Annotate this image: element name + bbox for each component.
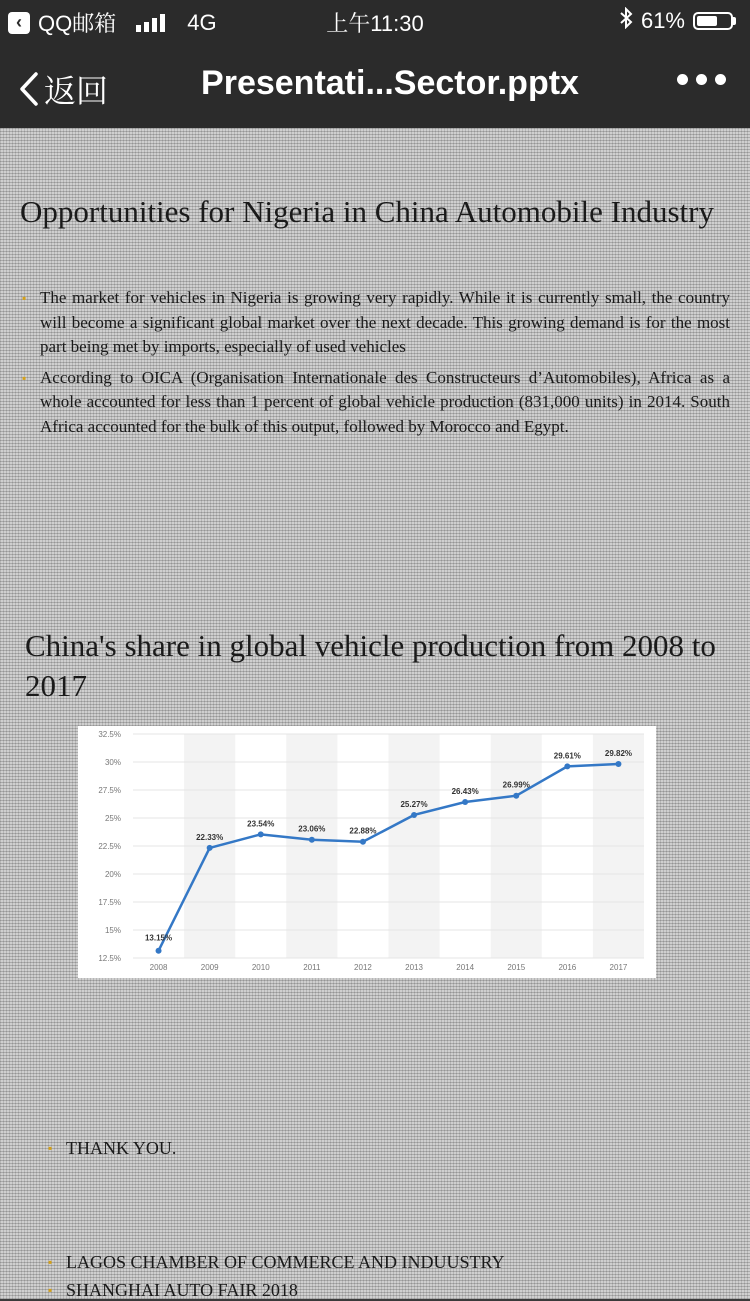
- bullet-icon: ▪: [48, 1283, 53, 1297]
- y-tick-label: 25%: [104, 814, 121, 823]
- network-type: 4G: [187, 9, 217, 35]
- x-tick-label: 2016: [558, 963, 577, 972]
- slide1-title: Opportunities for Nigeria in China Automobile Industry: [20, 194, 714, 229]
- x-tick-label: 2014: [456, 963, 475, 972]
- back-button[interactable]: [18, 66, 108, 112]
- chart-svg: [78, 726, 656, 978]
- bullet-icon: ▪: [48, 1255, 53, 1269]
- x-tick-label: 2012: [354, 963, 372, 972]
- chevron-left-icon: [18, 71, 40, 107]
- back-label: 返回: [44, 73, 109, 109]
- battery-icon: [693, 12, 736, 30]
- data-point: [156, 948, 162, 954]
- bluetooth-icon: [619, 7, 633, 35]
- thank-you-text: THANK YOU.: [66, 1138, 177, 1158]
- bullet-icon: ▪: [48, 1141, 53, 1155]
- status-bar: [0, 0, 750, 42]
- data-label: 22.88%: [349, 826, 377, 836]
- org1-line: [48, 1252, 505, 1273]
- data-label: 23.54%: [247, 819, 275, 829]
- data-label: 29.82%: [604, 749, 633, 759]
- y-tick-label: 27.5%: [98, 786, 121, 795]
- data-point: [513, 793, 519, 799]
- data-label: 13.15%: [144, 933, 173, 943]
- x-tick-label: 2010: [251, 963, 270, 972]
- org2-text: SHANGHAI AUTO FAIR 2018: [66, 1280, 298, 1300]
- x-tick-label: 2017: [609, 963, 628, 972]
- bullet-text: According to OICA (Organisation Internationale des Constructeurs d’Automobiles), Africa as a whole accounted for less than 1 percent of global vehicle production (831,000 units) in 2014. South Africa accounted for the bulk of this output, followed by Morocco and Egypt.: [40, 367, 730, 436]
- data-label: 25.27%: [400, 799, 428, 809]
- data-label: 22.33%: [196, 832, 224, 842]
- y-tick-label: 30%: [104, 758, 121, 767]
- slide2-title: China's share in global vehicle production from 2008 to 2017: [25, 628, 716, 703]
- status-right: [619, 7, 736, 35]
- more-options-icon[interactable]: [677, 74, 726, 85]
- y-tick-label: 17.5%: [98, 898, 121, 907]
- battery-fill: [697, 16, 717, 26]
- x-tick-label: 2015: [507, 963, 526, 972]
- data-point: [309, 837, 315, 843]
- thank-you-line: [48, 1138, 176, 1159]
- status-time: 上午11:30: [326, 11, 424, 36]
- x-tick-label: 2011: [303, 963, 321, 972]
- nav-title: Presentati...Sector.pptx: [201, 64, 579, 102]
- data-point: [462, 799, 468, 805]
- y-tick-label: 32.5%: [98, 730, 121, 739]
- list-item: [22, 286, 730, 360]
- org2-line: [48, 1280, 298, 1301]
- x-tick-label: 2013: [405, 963, 423, 972]
- line-chart: [78, 726, 656, 978]
- data-label: 23.06%: [298, 824, 326, 834]
- data-point: [360, 839, 366, 845]
- y-tick-label: 15%: [104, 926, 121, 935]
- bullet-icon: ▪: [22, 291, 27, 305]
- bullet-text: The market for vehicles in Nigeria is growing very rapidly. While it is currently small, the country will become a significant global market over the next decade. This growing demand is for the most part being met by imports, especially of used vehicles: [40, 288, 730, 356]
- data-point: [615, 761, 621, 767]
- org1-text: LAGOS CHAMBER OF COMMERCE AND INDUUSTRY: [66, 1252, 505, 1272]
- data-point: [564, 763, 570, 769]
- slide1-bullets: [22, 286, 730, 445]
- data-point: [258, 831, 264, 837]
- data-label: 29.61%: [553, 751, 581, 761]
- data-label: 26.43%: [451, 786, 479, 796]
- y-tick-label: 20%: [104, 870, 121, 879]
- x-tick-label: 2009: [200, 963, 219, 972]
- data-label: 26.99%: [502, 780, 530, 790]
- y-tick-label: 22.5%: [98, 842, 121, 851]
- nav-bar: [0, 42, 750, 128]
- x-tick-label: 2008: [149, 963, 168, 972]
- back-app-label[interactable]: QQ邮箱: [38, 11, 117, 36]
- list-item: [22, 366, 730, 440]
- data-point: [207, 845, 213, 851]
- data-point: [411, 812, 417, 818]
- back-to-app-icon[interactable]: ‹: [8, 12, 30, 34]
- document-viewer[interactable]: [0, 128, 750, 1299]
- battery-body: [693, 12, 733, 30]
- bullet-icon: ▪: [22, 370, 27, 385]
- y-tick-label: 12.5%: [98, 954, 121, 963]
- battery-tip: [733, 17, 736, 25]
- battery-percent: 61%: [640, 8, 685, 33]
